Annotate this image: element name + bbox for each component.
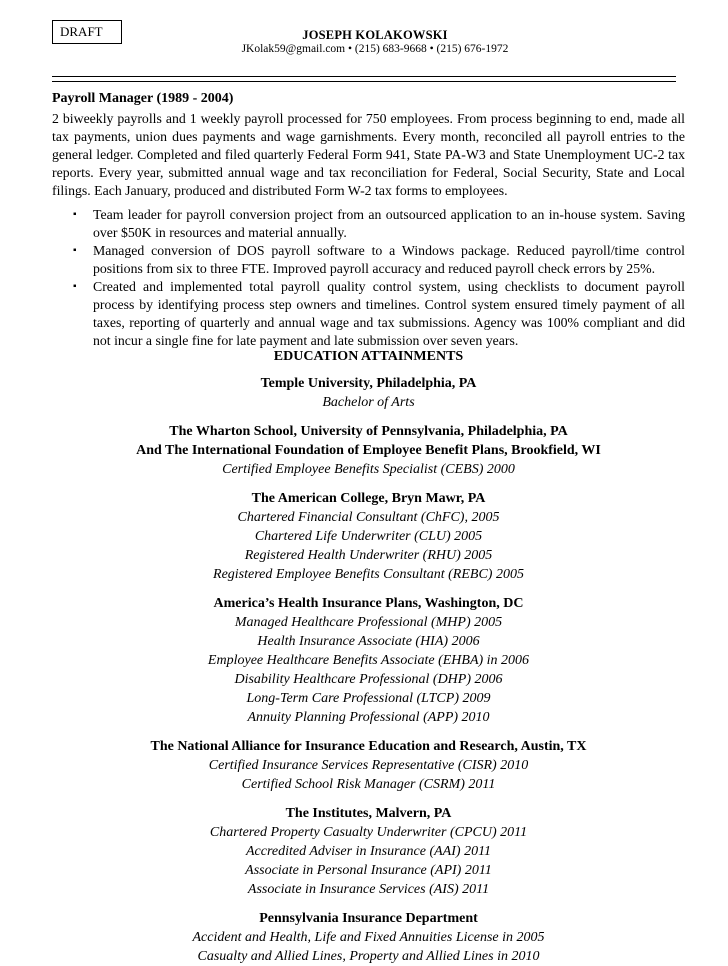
credential: Bachelor of Arts [322, 395, 415, 410]
credential: Registered Employee Benefits Consultant (REBC) 2005 [213, 567, 524, 582]
credential: Managed Healthcare Professional (MHP) 2005 [234, 615, 503, 630]
credential: Chartered Life Underwriter (CLU) 2005 [254, 529, 483, 544]
header-rule-bottom [52, 81, 676, 82]
credential: Chartered Property Casualty Underwriter (CPCU) 2011 [209, 825, 528, 840]
institution-name: Temple University, Philadelphia, PA [260, 376, 477, 391]
job-summary: 2 biweekly payrolls and 1 weekly payroll processed for 750 employees. From process beginning to end, made all tax payments, union dues payments and wage garnishments. Every month, reconciled all payroll entries to the general ledger. Completed and filed quarterly Federal Form 941, State PA-W3 and State Unemployment UC-2 tax reports. Every year, submitted annual wage and tax reconciliation for Federal, Social Security, State and Local filings. Each January, produced and distributed Form W-2 tax forms to employees. [52, 111, 685, 198]
education-heading: EDUCATION ATTAINMENTS [273, 349, 464, 364]
list-item [52, 242, 685, 278]
bullet-marker: ▪ [73, 245, 77, 256]
credential: Disability Healthcare Professional (DHP) 2006 [234, 672, 503, 687]
education-section [52, 347, 685, 966]
bullet-text: Team leader for payroll conversion project from an outsourced application to an in-house system. Saving over $50K in resources and material annually. [93, 207, 685, 240]
institution-name: The Wharton School, University of Pennsylvania, Philadelphia, PA [169, 424, 568, 439]
credential: Long-Term Care Professional (LTCP) 2009 [246, 691, 491, 706]
job-title: Payroll Manager (1989 - 2004) [52, 91, 234, 106]
header-rule-top [52, 76, 676, 77]
credential: Associate in Insurance Services (AIS) 2011 [247, 882, 490, 897]
credential: Certified Insurance Services Representative (CISR) 2010 [208, 758, 529, 773]
draft-label: DRAFT [52, 20, 122, 44]
credential: Chartered Financial Consultant (ChFC), 2005 [237, 510, 500, 525]
contact-info: JKolak59@gmail.com • (215) 683-9668 • (215) 676-1972 [241, 43, 509, 55]
institution-name: The American College, Bryn Mawr, PA [251, 491, 486, 506]
institution-name: The Institutes, Malvern, PA [285, 806, 452, 821]
bullet-text: Managed conversion of DOS payroll software to a Windows package. Reduced payroll/time control positions from six to three FTE. Improved payroll accuracy and reduced payroll check errors by 25%. [93, 243, 685, 276]
credential: Registered Health Underwriter (RHU) 2005 [244, 548, 493, 563]
list-item [52, 278, 685, 350]
institution-name: Pennsylvania Insurance Department [259, 911, 478, 926]
bullet-text: Created and implemented total payroll quality control system, using checklists to document payroll process by identifying process step owners and timelines. Control system ensured timely payment of all taxes, reporting of quarterly and annual wage and tax submissions. Agency was 100% compliant and did not incur a single fine for late payment and late submission over seven years. [93, 279, 685, 348]
institution-name: The National Alliance for Insurance Education and Research, Austin, TX [150, 739, 587, 754]
credential: Employee Healthcare Benefits Associate (EHBA) in 2006 [207, 653, 530, 668]
list-item [52, 206, 685, 242]
credential: Casualty and Allied Lines, Property and Allied Lines in 2010 [197, 949, 540, 964]
credential: Health Insurance Associate (HIA) 2006 [257, 634, 480, 649]
credential: Accident and Health, Life and Fixed Annuities License in 2005 [192, 930, 545, 945]
credential: Annuity Planning Professional (APP) 2010 [247, 710, 490, 725]
credential: Certified Employee Benefits Specialist (CEBS) 2000 [222, 462, 515, 477]
bullet-marker: ▪ [73, 209, 77, 220]
institution-name-secondary: And The International Foundation of Employee Benefit Plans, Brookfield, WI [136, 443, 601, 458]
bullet-marker: ▪ [73, 281, 77, 292]
institution-name: America’s Health Insurance Plans, Washington, DC [213, 596, 524, 611]
candidate-name: JOSEPH KOLAKOWSKI [302, 28, 448, 42]
achievement-list [52, 206, 685, 350]
credential: Associate in Personal Insurance (API) 2011 [245, 863, 492, 878]
credential: Accredited Adviser in Insurance (AAI) 2011 [245, 844, 492, 859]
credential: Certified School Risk Manager (CSRM) 2011 [241, 777, 496, 792]
